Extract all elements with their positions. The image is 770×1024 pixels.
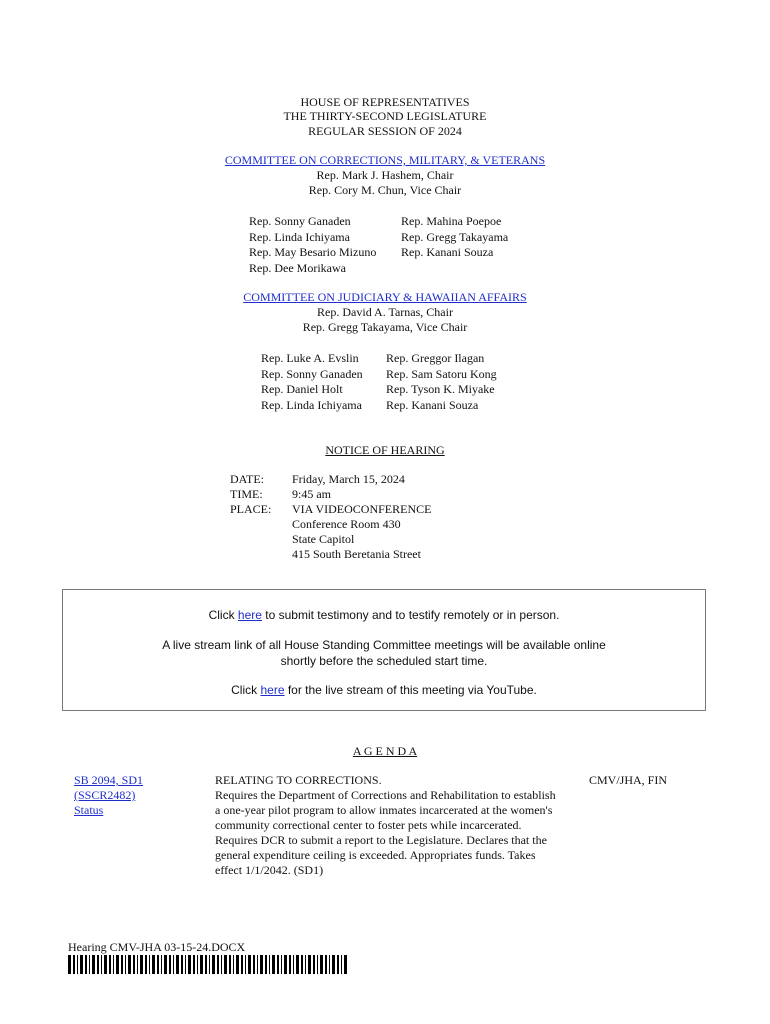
notice-title: NOTICE OF HEARING [325, 443, 445, 457]
bill-referral: CMV/JHA, FIN [589, 773, 668, 787]
member: Rep. Sonny Ganaden [261, 366, 363, 381]
document-filename: Hearing CMV-JHA 03-15-24.DOCX [68, 940, 246, 954]
agenda-item-description [215, 773, 585, 878]
agenda-title: A G E N D A [352, 744, 418, 758]
livestream-note-line-2: shortly before the scheduled start time. [280, 654, 488, 668]
submit-testimony-link[interactable]: here [237, 608, 262, 622]
member: Rep. Greggor Ilagan [386, 351, 485, 365]
testimony-line [63, 607, 705, 623]
bill-description-line: Requires DCR to submit a report to the Legislature. Declares that the [215, 833, 547, 847]
date-label: DATE: [230, 472, 264, 486]
bill-description-line: community correctional center to foster pets while incarcerated. [215, 818, 522, 832]
testimony-notice-box [62, 589, 706, 711]
committee-cmv-link[interactable]: COMMITTEE ON CORRECTIONS, MILITARY, & VETERANS [224, 153, 546, 167]
barcode-icon [68, 955, 348, 974]
time-label: TIME: [230, 487, 263, 501]
agenda-item-bill-links [74, 773, 143, 818]
member: Rep. Daniel Holt [261, 382, 343, 396]
member: Rep. Gregg Takayama [401, 229, 509, 244]
place-value [292, 502, 431, 562]
bill-description-line: Requires the Department of Corrections and Rehabilitation to establish [215, 788, 556, 802]
member: Rep. Sonny Ganaden [249, 214, 351, 228]
member: Rep. Dee Morikawa [249, 260, 346, 275]
committee-cmv-members-right [401, 214, 508, 261]
committee-cmv-vice-chair: Rep. Cory M. Chun, Vice Chair [308, 183, 462, 197]
committee-jha-link[interactable]: COMMITTEE ON JUDICIARY & HAWAIIAN AFFAIRS [243, 290, 527, 304]
member: Rep. May Besario Mizuno [249, 245, 377, 259]
place-line: Conference Room 430 [292, 517, 401, 531]
header-line-1: HOUSE OF REPRESENTATIVES [300, 95, 470, 109]
time-value: 9:45 am [292, 487, 331, 501]
member: Rep. Kanani Souza [401, 245, 494, 259]
text: for the live stream of this meeting via YouTube. [284, 683, 537, 697]
text: Click [208, 608, 238, 622]
youtube-livestream-link[interactable]: here [260, 683, 285, 697]
committee-jha-vice-chair: Rep. Gregg Takayama, Vice Chair [302, 320, 468, 334]
place-line: VIA VIDEOCONFERENCE [292, 502, 432, 516]
place-line: State Capitol [292, 532, 355, 546]
member: Rep. Kanani Souza [386, 397, 479, 412]
bill-subject: RELATING TO CORRECTIONS. [215, 773, 382, 787]
header-line-2: THE THIRTY-SECOND LEGISLATURE [283, 109, 487, 123]
committee-cmv-chair: Rep. Mark J. Hashem, Chair [316, 168, 454, 182]
committee-jha-members-right [386, 351, 497, 413]
member: Rep. Mahina Poepoe [401, 214, 502, 228]
committee-report-link[interactable]: (SSCR2482) [74, 788, 136, 802]
text: to submit testimony and to testify remotely or in person. [261, 608, 560, 622]
committee-jha-chair: Rep. David A. Tarnas, Chair [317, 305, 453, 319]
text: Click [231, 683, 261, 697]
committee-cmv-members-left [249, 214, 376, 276]
bill-status-link[interactable]: Status [74, 803, 104, 817]
bill-description-line: a one-year pilot program to allow inmates incarcerated at the women's [215, 803, 553, 817]
date-value: Friday, March 15, 2024 [292, 472, 405, 486]
member: Rep. Sam Satoru Kong [386, 366, 497, 381]
committee-jha-members-left [261, 351, 363, 413]
member: Rep. Tyson K. Miyake [386, 382, 495, 396]
livestream-note-line-1: A live stream link of all House Standing Committee meetings will be available online [162, 638, 606, 652]
place-label: PLACE: [230, 502, 272, 516]
member: Rep. Luke A. Evslin [261, 351, 359, 365]
bill-link[interactable]: SB 2094, SD1 [74, 773, 144, 787]
place-line: 415 South Beretania Street [292, 547, 421, 561]
member: Rep. Linda Ichiyama [261, 397, 362, 412]
youtube-line [63, 682, 705, 698]
member: Rep. Linda Ichiyama [249, 229, 350, 244]
header-line-3: REGULAR SESSION OF 2024 [308, 124, 462, 138]
hearing-details [230, 472, 431, 562]
bill-description-line: effect 1/1/2042. (SD1) [215, 863, 324, 877]
bill-description-line: general expenditure ceiling is exceeded. Appropriates funds. Takes [215, 848, 536, 862]
